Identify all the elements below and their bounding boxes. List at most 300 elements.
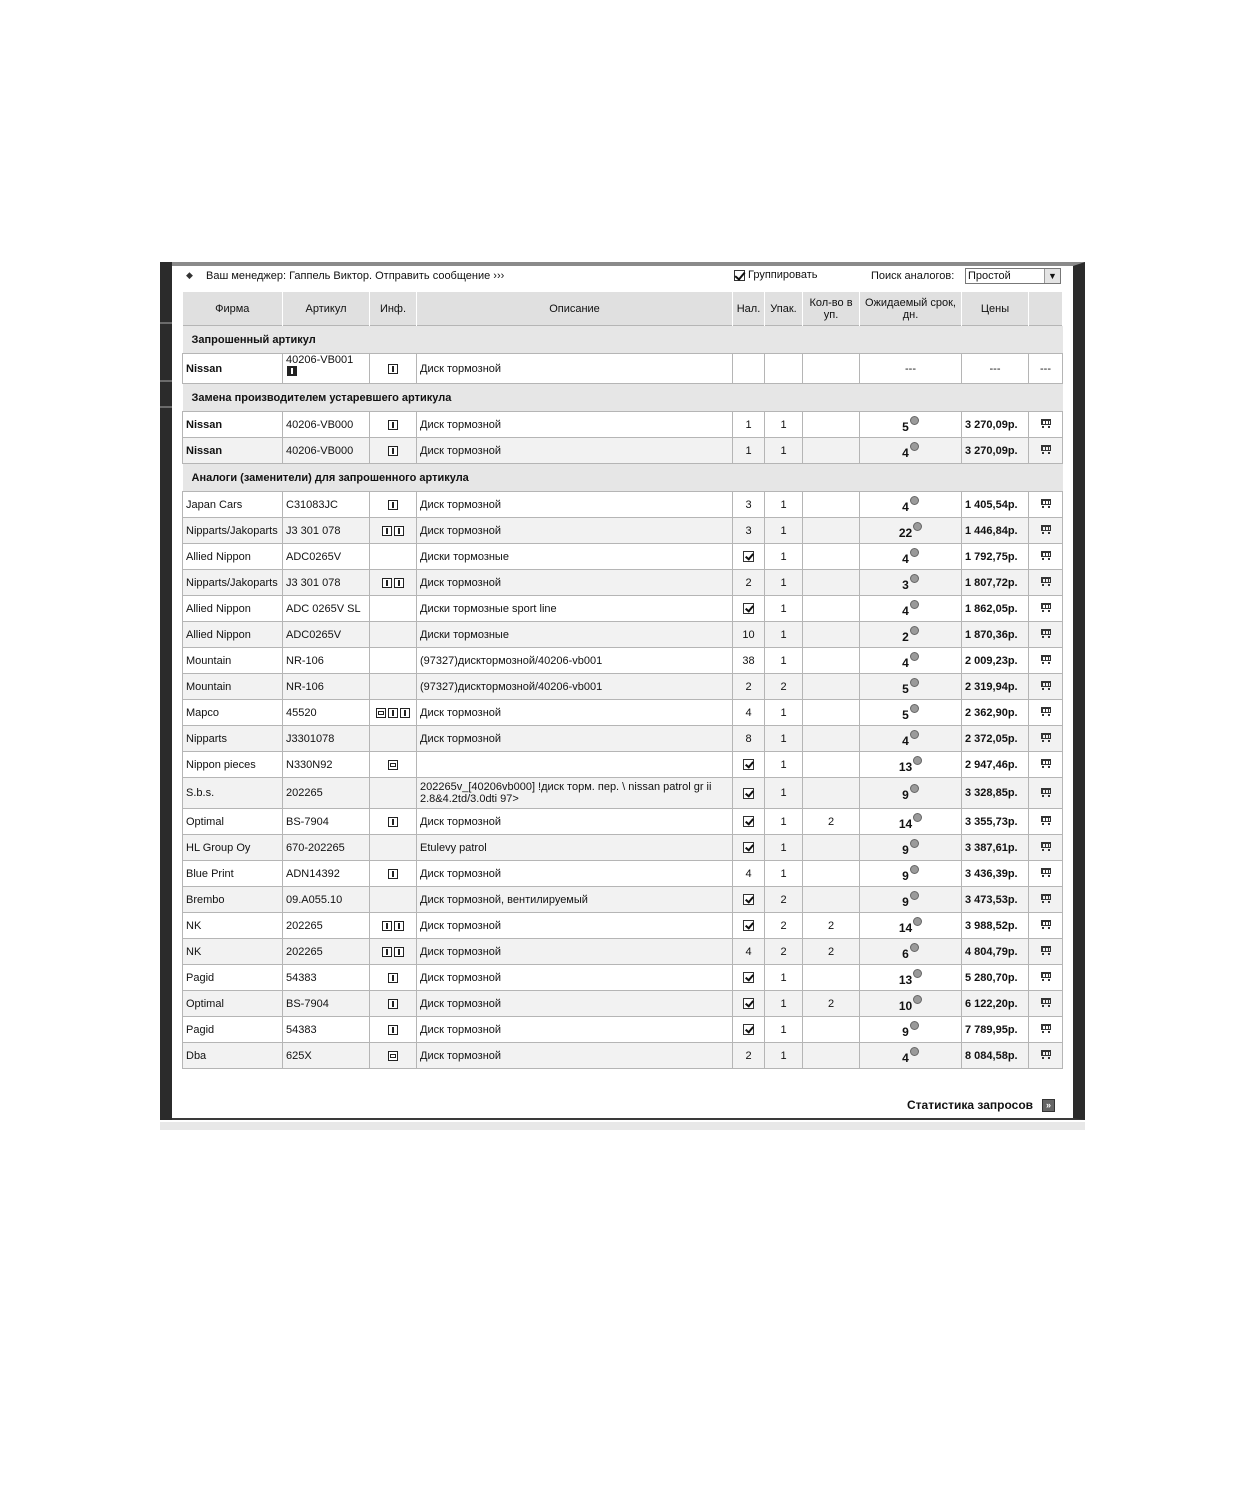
cell-term <box>860 700 962 726</box>
photo-icon[interactable] <box>388 1051 398 1061</box>
cell-info <box>370 752 417 778</box>
cell-article[interactable] <box>283 861 370 887</box>
cell-term <box>860 965 962 991</box>
clock-icon[interactable] <box>913 917 922 926</box>
article-text[interactable]: J3301078 <box>286 732 335 745</box>
cell-article[interactable] <box>283 887 370 913</box>
cart-icon[interactable] <box>1039 945 1053 955</box>
cell-pack: 1 <box>765 438 803 464</box>
cell-cart[interactable] <box>1029 544 1063 570</box>
cell-qty <box>803 492 860 518</box>
info-icon[interactable] <box>382 526 392 536</box>
cell-description: (97327)дисктормозной/40206-vb001 <box>417 648 733 674</box>
cart-icon[interactable] <box>1039 576 1053 586</box>
cell-cart[interactable] <box>1029 438 1063 464</box>
cell-cart[interactable] <box>1029 913 1063 939</box>
clock-icon[interactable] <box>910 1021 919 1030</box>
cell-info <box>370 1043 417 1069</box>
cell-cart[interactable] <box>1029 492 1063 518</box>
cell-cart[interactable] <box>1029 518 1063 544</box>
stats-link[interactable] <box>907 1098 1055 1112</box>
table-row <box>183 518 1063 544</box>
col-term[interactable]: Ожидаемый срок, дн. <box>860 292 962 326</box>
article-text[interactable]: BS-7904 <box>286 997 329 1010</box>
cell-price: 7 789,95р. <box>962 1017 1029 1043</box>
cell-article[interactable] <box>283 1043 370 1069</box>
cell-article[interactable] <box>283 778 370 809</box>
table-row <box>183 913 1063 939</box>
cart-icon[interactable] <box>1039 418 1053 428</box>
cell-firm[interactable]: Mapco <box>183 700 283 726</box>
clock-icon[interactable] <box>910 1047 919 1056</box>
cart-icon[interactable] <box>1039 1049 1053 1059</box>
stats-label[interactable]: Статистика запросов <box>907 1098 1034 1112</box>
photo-icon[interactable] <box>388 760 398 770</box>
cell-cart[interactable] <box>1029 674 1063 700</box>
cell-pack: 1 <box>765 648 803 674</box>
clock-icon[interactable] <box>910 652 919 661</box>
clock-icon[interactable] <box>910 865 919 874</box>
cell-info <box>370 674 417 700</box>
table-row <box>183 861 1063 887</box>
term-value: 14 <box>898 920 913 935</box>
cell-cart[interactable] <box>1029 700 1063 726</box>
cell-firm[interactable]: NK <box>183 913 283 939</box>
cell-pack: 1 <box>765 835 803 861</box>
article-text[interactable]: N330N92 <box>286 758 333 771</box>
photo-icon[interactable] <box>376 708 386 718</box>
cell-cart[interactable] <box>1029 939 1063 965</box>
table-row <box>183 1043 1063 1069</box>
cell-pack: 1 <box>765 726 803 752</box>
article-text[interactable]: ADC 0265V SL <box>286 602 361 615</box>
cell-firm[interactable]: Pagid <box>183 965 283 991</box>
clock-icon[interactable] <box>910 704 919 713</box>
cart-icon[interactable] <box>1039 706 1053 716</box>
cell-term <box>860 835 962 861</box>
cell-term <box>860 726 962 752</box>
article-text[interactable]: NR-106 <box>286 654 324 667</box>
cell-price: 6 122,20р. <box>962 991 1029 1017</box>
cell-description: Диск тормозной, вентилируемый <box>417 887 733 913</box>
bottom-strip <box>160 1122 1085 1130</box>
term-value: 9 <box>902 894 909 909</box>
cell-firm[interactable]: Nippon pieces <box>183 752 283 778</box>
article-text[interactable]: J3 301 078 <box>286 524 341 537</box>
cell-pack: 1 <box>765 518 803 544</box>
cell-pack: 1 <box>765 570 803 596</box>
cell-article[interactable] <box>283 544 370 570</box>
cell-cart[interactable] <box>1029 991 1063 1017</box>
col-price[interactable]: Цены <box>962 292 1029 326</box>
info-icon[interactable] <box>388 999 398 1009</box>
cell-article[interactable] <box>283 809 370 835</box>
in-stock-icon <box>743 972 754 983</box>
cell-price: 1 792,75р. <box>962 544 1029 570</box>
article-text[interactable]: 202265 <box>286 787 323 799</box>
cell-article[interactable] <box>283 700 370 726</box>
clock-icon[interactable] <box>910 730 919 739</box>
table-row <box>183 570 1063 596</box>
cell-firm[interactable]: S.b.s. <box>183 778 283 809</box>
info-icon[interactable] <box>388 420 398 430</box>
clock-icon[interactable] <box>913 756 922 765</box>
cart-icon[interactable] <box>1039 680 1053 690</box>
clock-icon[interactable] <box>913 813 922 822</box>
term-value: 4 <box>902 551 909 566</box>
cell-firm[interactable]: Dba <box>183 1043 283 1069</box>
clock-icon[interactable] <box>910 943 919 952</box>
table-row <box>183 648 1063 674</box>
cell-article[interactable] <box>283 438 370 464</box>
cart-icon[interactable] <box>1039 787 1053 797</box>
table-row <box>183 354 1063 384</box>
chevron-down-icon[interactable]: ▼ <box>1044 269 1060 283</box>
cell-firm[interactable]: Nissan <box>183 354 283 384</box>
term-value: 9 <box>902 842 909 857</box>
cart-icon[interactable] <box>1039 841 1053 851</box>
term-value: 9 <box>902 1024 909 1039</box>
cell-info <box>370 965 417 991</box>
col-qty[interactable]: Кол-во в уп. <box>803 292 860 326</box>
cell-firm[interactable]: Nissan <box>183 438 283 464</box>
cell-firm[interactable]: Allied Nippon <box>183 622 283 648</box>
cart-icon[interactable] <box>1039 732 1053 742</box>
clock-icon[interactable] <box>910 839 919 848</box>
cell-cart[interactable] <box>1029 622 1063 648</box>
clock-icon[interactable] <box>910 678 919 687</box>
table-row <box>183 412 1063 438</box>
group-toggle[interactable] <box>734 269 818 281</box>
cell-term <box>860 887 962 913</box>
article-text[interactable]: 40206-VB000 <box>286 444 354 457</box>
cell-cart[interactable] <box>1029 648 1063 674</box>
cell-price: 1 870,36р. <box>962 622 1029 648</box>
cell-cart: --- <box>1029 354 1063 384</box>
cell-stock: 10 <box>733 622 765 648</box>
cell-firm[interactable]: Mountain <box>183 674 283 700</box>
cell-cart[interactable] <box>1029 861 1063 887</box>
cell-description: Диск тормозной <box>417 518 733 544</box>
cell-price: 3 328,85р. <box>962 778 1029 809</box>
article-text[interactable]: 54383 <box>286 971 317 984</box>
cell-info <box>370 438 417 464</box>
clock-icon[interactable] <box>910 548 919 557</box>
cell-cart[interactable] <box>1029 596 1063 622</box>
table-row <box>183 809 1063 835</box>
clock-icon[interactable] <box>910 496 919 505</box>
cell-info <box>370 726 417 752</box>
article-text[interactable]: 625X <box>286 1049 312 1062</box>
results-table <box>182 292 1063 1069</box>
cell-firm[interactable]: Blue Print <box>183 861 283 887</box>
cell-qty <box>803 861 860 887</box>
cell-description: Диск тормозной <box>417 991 733 1017</box>
cell-firm[interactable]: Nipparts <box>183 726 283 752</box>
cell-price: 3 436,39р. <box>962 861 1029 887</box>
article-text[interactable]: 40206-VB000 <box>286 418 354 431</box>
cell-article[interactable] <box>283 726 370 752</box>
cell-pack: 1 <box>765 412 803 438</box>
info-icon[interactable] <box>388 446 398 456</box>
cell-info <box>370 861 417 887</box>
cell-qty <box>803 752 860 778</box>
info-icon[interactable] <box>382 947 392 957</box>
cart-icon[interactable] <box>1039 550 1053 560</box>
clock-icon[interactable] <box>910 600 919 609</box>
cell-firm[interactable]: Mountain <box>183 648 283 674</box>
col-firm[interactable]: Фирма <box>183 292 283 326</box>
clock-icon[interactable] <box>910 891 919 900</box>
article-text[interactable]: 40206-VB001 <box>286 354 354 366</box>
cell-info <box>370 1017 417 1043</box>
cell-pack: 1 <box>765 1043 803 1069</box>
cell-firm[interactable]: Allied Nippon <box>183 544 283 570</box>
cell-article[interactable] <box>283 570 370 596</box>
cart-icon[interactable] <box>1039 524 1053 534</box>
cell-description: Диск тормозной <box>417 809 733 835</box>
cell-term <box>860 596 962 622</box>
cell-description: Диск тормозной <box>417 913 733 939</box>
cell-article[interactable] <box>283 939 370 965</box>
article-text[interactable]: 670-202265 <box>286 841 345 854</box>
cell-article[interactable] <box>283 622 370 648</box>
cell-qty <box>803 544 860 570</box>
cell-qty <box>803 726 860 752</box>
article-text[interactable]: J3 301 078 <box>286 576 341 589</box>
cell-info <box>370 648 417 674</box>
info-icon[interactable] <box>394 526 404 536</box>
cell-description: Диск тормозной <box>417 939 733 965</box>
article-text[interactable]: BS-7904 <box>286 815 329 828</box>
cell-stock <box>733 596 765 622</box>
term-value: 9 <box>902 788 909 802</box>
in-stock-icon <box>743 894 754 905</box>
cell-description: Диски тормозные <box>417 544 733 570</box>
info-icon[interactable] <box>382 921 392 931</box>
info-icon[interactable] <box>382 578 392 588</box>
cell-cart[interactable] <box>1029 1043 1063 1069</box>
cell-info <box>370 596 417 622</box>
article-text[interactable]: 09.A055.10 <box>286 893 343 906</box>
info-icon[interactable] <box>388 708 398 718</box>
info-icon[interactable] <box>388 500 398 510</box>
section-header <box>183 464 1063 492</box>
clock-icon[interactable] <box>913 995 922 1004</box>
cell-pack: 1 <box>765 752 803 778</box>
cell-stock <box>733 778 765 809</box>
cell-firm[interactable]: Nipparts/Jakoparts <box>183 518 283 544</box>
article-text[interactable]: 45520 <box>286 706 317 719</box>
cell-article[interactable] <box>283 412 370 438</box>
cell-cart[interactable] <box>1029 835 1063 861</box>
cell-info <box>370 354 417 384</box>
cell-article[interactable] <box>283 752 370 778</box>
col-description: Описание <box>417 292 733 326</box>
col-article[interactable]: Артикул <box>283 292 370 326</box>
cell-article[interactable] <box>283 1017 370 1043</box>
cell-pack: 1 <box>765 544 803 570</box>
cell-description: (97327)дисктормозной/40206-vb001 <box>417 674 733 700</box>
cell-cart[interactable] <box>1029 778 1063 809</box>
cell-cart[interactable] <box>1029 1017 1063 1043</box>
cell-description: Диск тормозной <box>417 570 733 596</box>
cell-description: Диск тормозной <box>417 438 733 464</box>
cart-icon[interactable] <box>1039 997 1053 1007</box>
cart-icon[interactable] <box>1039 444 1053 454</box>
cell-qty <box>803 674 860 700</box>
cell-stock <box>733 965 765 991</box>
analog-search-select[interactable] <box>965 268 1061 284</box>
cell-firm[interactable]: HL Group Oy <box>183 835 283 861</box>
info-icon[interactable] <box>394 578 404 588</box>
cell-firm[interactable]: Brembo <box>183 887 283 913</box>
cell-qty <box>803 700 860 726</box>
article-text[interactable]: C31083JC <box>286 498 338 511</box>
cell-article[interactable] <box>283 354 370 384</box>
cart-icon[interactable] <box>1039 1023 1053 1033</box>
table-row <box>183 965 1063 991</box>
article-text[interactable]: ADN14392 <box>286 867 340 880</box>
cell-cart[interactable] <box>1029 570 1063 596</box>
col-cart <box>1029 292 1063 326</box>
info-icon[interactable] <box>388 1025 398 1035</box>
cell-description: Диск тормозной <box>417 492 733 518</box>
info-icon[interactable] <box>388 817 398 827</box>
cell-description: Диск тормозной <box>417 861 733 887</box>
cell-info <box>370 835 417 861</box>
in-stock-icon <box>743 551 754 562</box>
cell-firm[interactable]: Optimal <box>183 809 283 835</box>
clock-icon[interactable] <box>910 626 919 635</box>
cell-description: Диски тормозные sport line <box>417 596 733 622</box>
in-stock-icon <box>743 816 754 827</box>
cell-info <box>370 518 417 544</box>
term-value: 4 <box>902 603 909 618</box>
cell-qty <box>803 1043 860 1069</box>
clock-icon[interactable] <box>910 784 919 793</box>
chart-icon[interactable]: » <box>1042 1099 1055 1112</box>
cell-article[interactable] <box>283 518 370 544</box>
table-header <box>183 292 1063 326</box>
info-icon[interactable] <box>388 364 398 374</box>
manager-link[interactable]: Ваш менеджер: Гаппель Виктор. Отправить сообщение ››› <box>206 270 505 282</box>
cell-article[interactable] <box>283 991 370 1017</box>
cell-term <box>860 939 962 965</box>
clock-icon[interactable] <box>910 442 919 451</box>
clock-icon[interactable] <box>913 969 922 978</box>
clock-icon[interactable] <box>910 574 919 583</box>
term-value: 2 <box>902 629 909 644</box>
cell-firm[interactable]: Pagid <box>183 1017 283 1043</box>
cell-stock <box>733 809 765 835</box>
cell-article[interactable] <box>283 835 370 861</box>
article-text[interactable]: NR-106 <box>286 680 324 693</box>
cell-description: 202265v_[40206vb000] !диск торм. пер. \ nissan patrol gr ii 2.8&4.2td/3.0dti 97> <box>417 778 733 809</box>
cell-article[interactable] <box>283 492 370 518</box>
cell-article[interactable] <box>283 965 370 991</box>
cart-icon[interactable] <box>1039 919 1053 929</box>
cell-stock <box>733 887 765 913</box>
cell-info <box>370 939 417 965</box>
table-row <box>183 726 1063 752</box>
cell-cart[interactable] <box>1029 412 1063 438</box>
col-pack[interactable]: Упак. <box>765 292 803 326</box>
cell-firm[interactable]: Optimal <box>183 991 283 1017</box>
cell-term <box>860 544 962 570</box>
cell-article[interactable] <box>283 674 370 700</box>
analog-search-label: Поиск аналогов: <box>871 270 955 282</box>
cell-cart[interactable] <box>1029 965 1063 991</box>
col-stock[interactable]: Нал. <box>733 292 765 326</box>
article-text[interactable]: ADC0265V <box>286 628 342 641</box>
term-value: 14 <box>898 816 913 831</box>
article-text[interactable]: 54383 <box>286 1023 317 1036</box>
cart-icon[interactable] <box>1039 654 1053 664</box>
cart-icon[interactable] <box>1039 498 1053 508</box>
cell-firm[interactable]: Nissan <box>183 412 283 438</box>
cart-icon[interactable] <box>1039 628 1053 638</box>
cell-article[interactable] <box>283 648 370 674</box>
cell-pack: 2 <box>765 913 803 939</box>
cell-firm[interactable]: Allied Nippon <box>183 596 283 622</box>
cell-cart[interactable] <box>1029 752 1063 778</box>
in-stock-icon <box>743 759 754 770</box>
info-icon[interactable] <box>388 869 398 879</box>
cart-icon[interactable] <box>1039 815 1053 825</box>
term-value: 5 <box>902 419 909 434</box>
group-checkbox[interactable] <box>734 270 745 281</box>
cell-term <box>860 1043 962 1069</box>
info-icon[interactable] <box>394 947 404 957</box>
cell-cart[interactable] <box>1029 887 1063 913</box>
cell-stock: 1 <box>733 412 765 438</box>
cell-info <box>370 544 417 570</box>
cart-icon[interactable] <box>1039 867 1053 877</box>
cart-icon[interactable] <box>1039 971 1053 981</box>
cell-term <box>860 778 962 809</box>
cart-icon[interactable] <box>1039 602 1053 612</box>
cell-article[interactable] <box>283 913 370 939</box>
cell-firm[interactable]: Nipparts/Jakoparts <box>183 570 283 596</box>
info-icon[interactable] <box>394 921 404 931</box>
cell-pack: 2 <box>765 674 803 700</box>
cell-cart[interactable] <box>1029 809 1063 835</box>
clock-icon[interactable] <box>913 522 922 531</box>
info-icon[interactable] <box>400 708 410 718</box>
article-text[interactable]: ADC0265V <box>286 550 342 563</box>
clock-icon[interactable] <box>910 416 919 425</box>
article-text[interactable]: 202265 <box>286 945 323 958</box>
cell-pack: 2 <box>765 887 803 913</box>
info-icon[interactable] <box>388 973 398 983</box>
cell-article[interactable] <box>283 596 370 622</box>
article-text[interactable]: 202265 <box>286 919 323 932</box>
term-value: 4 <box>902 1050 909 1065</box>
cell-price: 4 804,79р. <box>962 939 1029 965</box>
cell-price: 2 319,94р. <box>962 674 1029 700</box>
cart-icon[interactable] <box>1039 758 1053 768</box>
cell-firm[interactable]: NK <box>183 939 283 965</box>
cell-stock <box>733 991 765 1017</box>
term-value: 13 <box>898 972 913 987</box>
help-icon[interactable] <box>287 366 297 376</box>
cell-firm[interactable]: Japan Cars <box>183 492 283 518</box>
cell-cart[interactable] <box>1029 726 1063 752</box>
cell-term <box>860 492 962 518</box>
cart-icon[interactable] <box>1039 893 1053 903</box>
cell-price: 1 446,84р. <box>962 518 1029 544</box>
